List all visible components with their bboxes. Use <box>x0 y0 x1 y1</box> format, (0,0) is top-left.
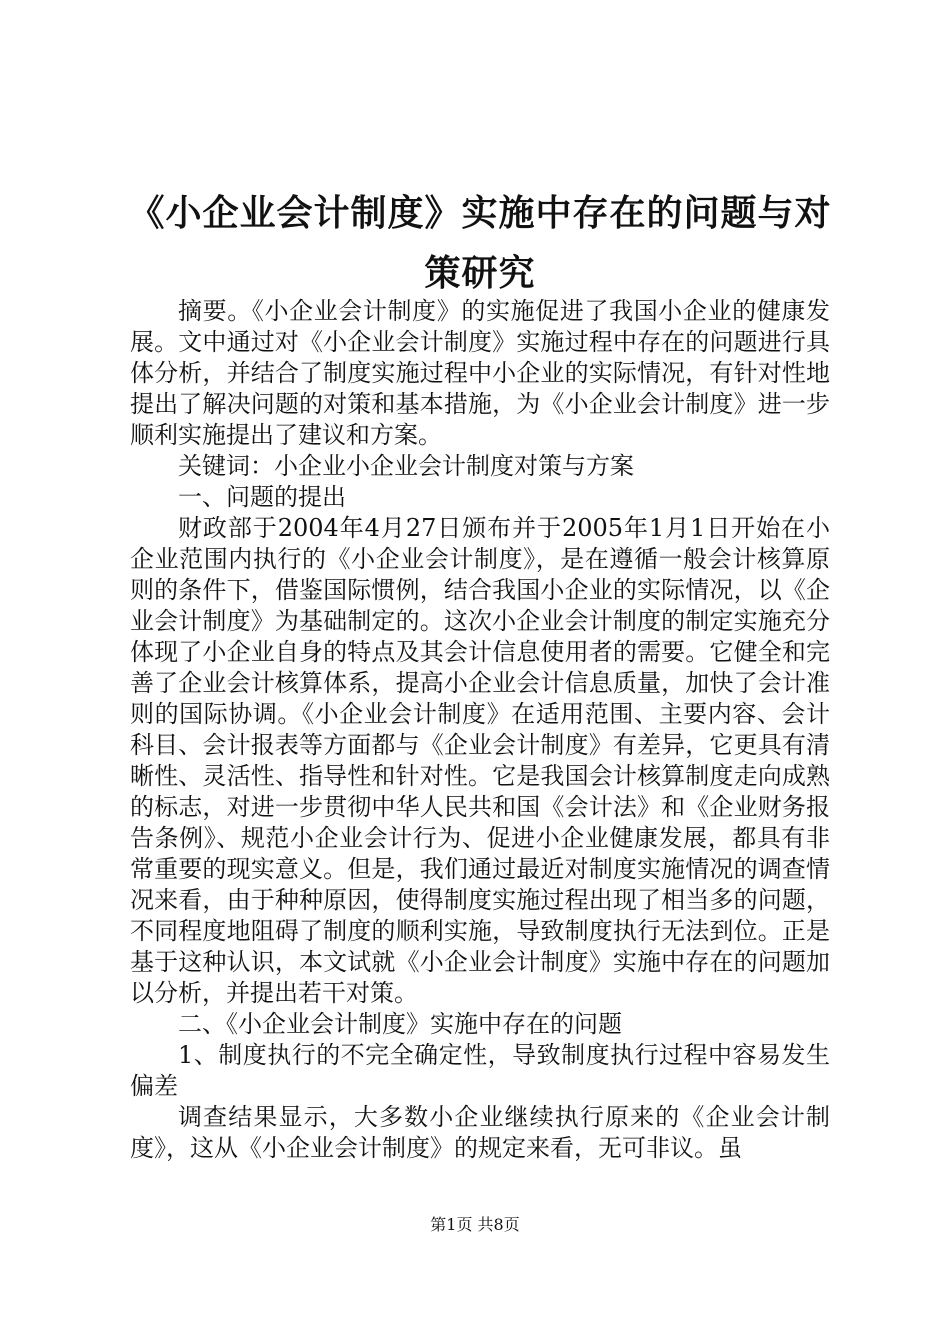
document-title: 《小企业会计制度》实施中存在的问题与对策研究 <box>128 192 832 294</box>
body-paragraph-2: 调查结果显示，大多数小企业继续执行原来的《企业会计制度》，这从《小企业会计制度》的规定来看，无可非议。虽 <box>130 1103 830 1162</box>
page-footer: 第1页 共8页 <box>430 1215 520 1234</box>
section-heading-2: 二、《小企业会计制度》实施中存在的问题 <box>178 1010 622 1038</box>
section-heading-1: 一、问题的提出 <box>178 483 346 511</box>
subsection-heading-1: 1、制度执行的不完全确定性，导致制度执行过程中容易发生偏差 <box>130 1041 830 1100</box>
body-paragraph-1: 财政部于2004年4月27日颁布并于2005年1月1日开始在小企业范围内执行的《小企业会计制度》，是在遵循一般会计核算原则的条件下，借鉴国际惯例，结合我国小企业的实际情况，以《企业会计制度》为基础制定的。这次小企业会计制度的制定实施充分体现了小企业自身的特点及其会计信息使用者的需要。它健全和完善了企业会计核算体系，提高小企业会计信息质量，加快了会计准则的国际协调。《小企业会计制度》在适用范围、主要内容、会计科目、会计报表等方面都与《企业会计制度》有差异，它更具有清晰性、灵活性、指导性和针对性。它是我国会计核算制度走向成熟的标志，对进一步贯彻中华人民共和国《会计法》和《企业财务报告条例》、规范小企业会计行为、促进小企业健康发展，都具有非常重要的现实意义。但是，我们通过最近对制度实施情况的调查情况来看，由于种种原因，使得制度实施过程出现了相当多的问题，不同程度地阻碍了制度的顺利实施，导致制度执行无法到位。正是基于这种认识，本文试就《小企业会计制度》实施中存在的问题加以分析，并提出若干对策。 <box>130 514 830 1007</box>
document-body <box>130 296 830 1164</box>
abstract-paragraph: 摘要。《小企业会计制度》的实施促进了我国小企业的健康发展。文中通过对《小企业会计制度》实施过程中存在的问题进行具体分析，并结合了制度实施过程中小企业的实际情况，有针对性地提出了解决问题的对策和基本措施，为《小企业会计制度》进一步顺利实施提出了建议和方案。 <box>130 297 830 449</box>
keywords-line: 关键词：小企业小企业会计制度对策与方案 <box>178 452 634 480</box>
